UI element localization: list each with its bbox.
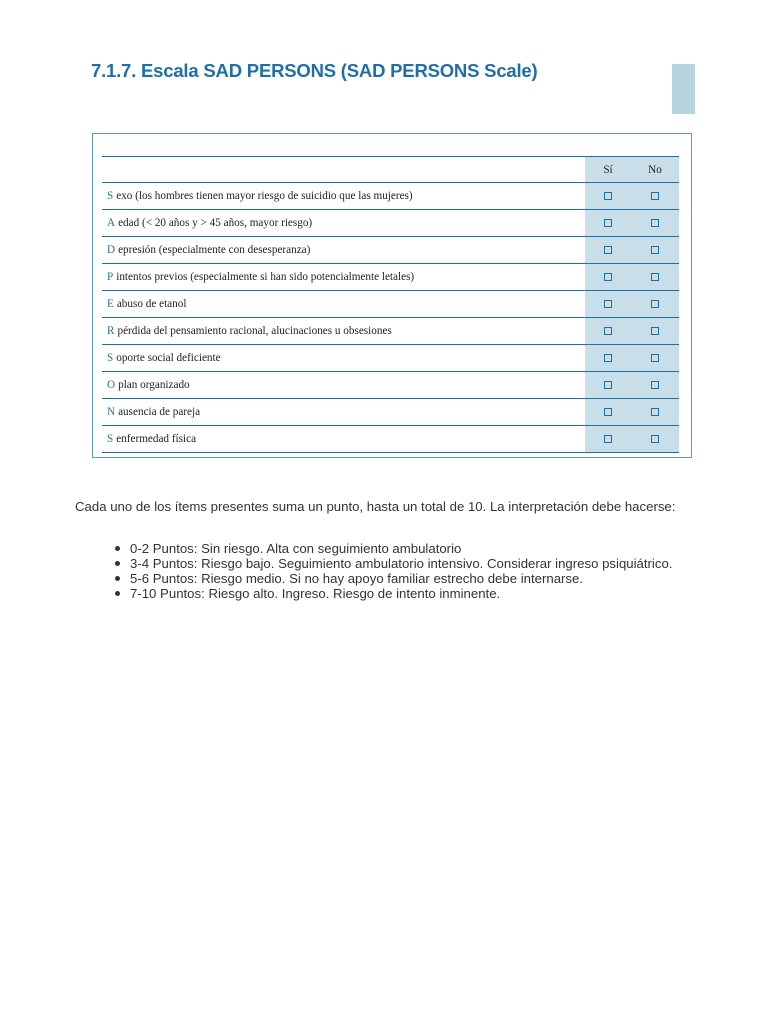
interpretation-intro: Cada uno de los ítems presentes suma un punto, hasta un total de 10. La interpretación debe hacerse: [75, 499, 676, 514]
yes-checkbox[interactable] [604, 435, 612, 443]
bullet-icon [115, 591, 120, 596]
item-letter: S [107, 433, 114, 445]
yes-checkbox[interactable] [604, 273, 612, 281]
no-cell [631, 426, 679, 452]
item-cell [102, 406, 585, 418]
item-letter: D [107, 244, 116, 256]
list-item-text: 3-4 Puntos: Riesgo bajo. Seguimiento ambulatorio intensivo. Considerar ingreso psiquiátrico. [130, 556, 673, 571]
sad-persons-table [102, 156, 679, 453]
table-header-row [102, 157, 679, 183]
list-item-text: 0-2 Puntos: Sin riesgo. Alta con seguimiento ambulatorio [130, 541, 462, 556]
bullet-icon [115, 561, 120, 566]
no-checkbox[interactable] [651, 354, 659, 362]
item-cell [102, 325, 585, 337]
no-cell [631, 291, 679, 317]
yes-cell [585, 372, 631, 398]
yes-checkbox[interactable] [604, 408, 612, 416]
no-cell [631, 318, 679, 344]
table-row [102, 345, 679, 372]
yes-checkbox[interactable] [604, 327, 612, 335]
item-letter: S [107, 352, 114, 364]
bullet-icon [115, 546, 120, 551]
no-cell [631, 399, 679, 425]
no-checkbox[interactable] [651, 300, 659, 308]
item-text: intentos previos (especialmente si han sido potencialmente letales) [116, 271, 415, 283]
item-cell [102, 271, 585, 283]
item-cell [102, 298, 585, 310]
table-row [102, 237, 679, 264]
item-text: ausencia de pareja [118, 406, 201, 418]
yes-cell [585, 264, 631, 290]
item-text: epresión (especialmente con desesperanza) [118, 244, 311, 256]
header-yes: Sí [585, 157, 631, 182]
yes-checkbox[interactable] [604, 192, 612, 200]
item-letter: P [107, 271, 114, 283]
no-cell [631, 183, 679, 209]
list-item-text: 7-10 Puntos: Riesgo alto. Ingreso. Riesgo de intento inminente. [130, 586, 501, 601]
no-cell [631, 237, 679, 263]
no-checkbox[interactable] [651, 381, 659, 389]
no-checkbox[interactable] [651, 246, 659, 254]
table-row [102, 372, 679, 399]
item-text: pérdida del pensamiento racional, alucinaciones u obsesiones [117, 325, 392, 337]
interpretation-list [112, 541, 712, 601]
table-row [102, 264, 679, 291]
yes-checkbox[interactable] [604, 219, 612, 227]
yes-checkbox[interactable] [604, 246, 612, 254]
header-no: No [631, 157, 679, 182]
item-cell [102, 244, 585, 256]
yes-cell [585, 318, 631, 344]
yes-checkbox[interactable] [604, 300, 612, 308]
list-item-text: 5-6 Puntos: Riesgo medio. Si no hay apoyo familiar estrecho debe internarse. [130, 571, 584, 586]
yes-cell [585, 426, 631, 452]
item-cell [102, 217, 585, 229]
table-body [102, 183, 679, 453]
yes-cell [585, 183, 631, 209]
yes-cell [585, 291, 631, 317]
item-letter: R [107, 325, 115, 337]
table-row [102, 291, 679, 318]
item-cell [102, 352, 585, 364]
item-text: oporte social deficiente [116, 352, 221, 364]
table-row [102, 399, 679, 426]
item-text: enfermedad física [116, 433, 197, 445]
table-row [102, 183, 679, 210]
yes-checkbox[interactable] [604, 381, 612, 389]
item-letter: S [107, 190, 114, 202]
no-cell [631, 210, 679, 236]
item-text: edad (< 20 años y > 45 años, mayor riesgo) [118, 217, 313, 229]
item-cell [102, 379, 585, 391]
yes-cell [585, 399, 631, 425]
list-item [112, 571, 712, 586]
yes-cell [585, 345, 631, 371]
table-row [102, 318, 679, 345]
item-cell [102, 190, 585, 202]
item-text: exo (los hombres tienen mayor riesgo de suicidio que las mujeres) [116, 190, 413, 202]
bullet-icon [115, 576, 120, 581]
item-letter: E [107, 298, 114, 310]
no-checkbox[interactable] [651, 408, 659, 416]
section-title: 7.1.7. Escala SAD PERSONS (SAD PERSONS Scale) [91, 60, 538, 81]
item-cell [102, 433, 585, 445]
sad-persons-table-frame [92, 133, 692, 458]
no-checkbox[interactable] [651, 192, 659, 200]
no-checkbox[interactable] [651, 435, 659, 443]
table-row [102, 210, 679, 237]
no-cell [631, 264, 679, 290]
no-cell [631, 345, 679, 371]
list-item [112, 541, 712, 556]
yes-cell [585, 237, 631, 263]
item-letter: O [107, 379, 116, 391]
item-text: plan organizado [118, 379, 190, 391]
no-checkbox[interactable] [651, 327, 659, 335]
page-tab-marker [672, 64, 695, 114]
item-text: abuso de etanol [116, 298, 187, 310]
no-checkbox[interactable] [651, 273, 659, 281]
item-letter: A [107, 217, 116, 229]
no-checkbox[interactable] [651, 219, 659, 227]
no-cell [631, 372, 679, 398]
item-letter: N [107, 406, 116, 418]
yes-cell [585, 210, 631, 236]
list-item [112, 586, 712, 601]
yes-checkbox[interactable] [604, 354, 612, 362]
list-item [112, 556, 712, 571]
table-row [102, 426, 679, 453]
